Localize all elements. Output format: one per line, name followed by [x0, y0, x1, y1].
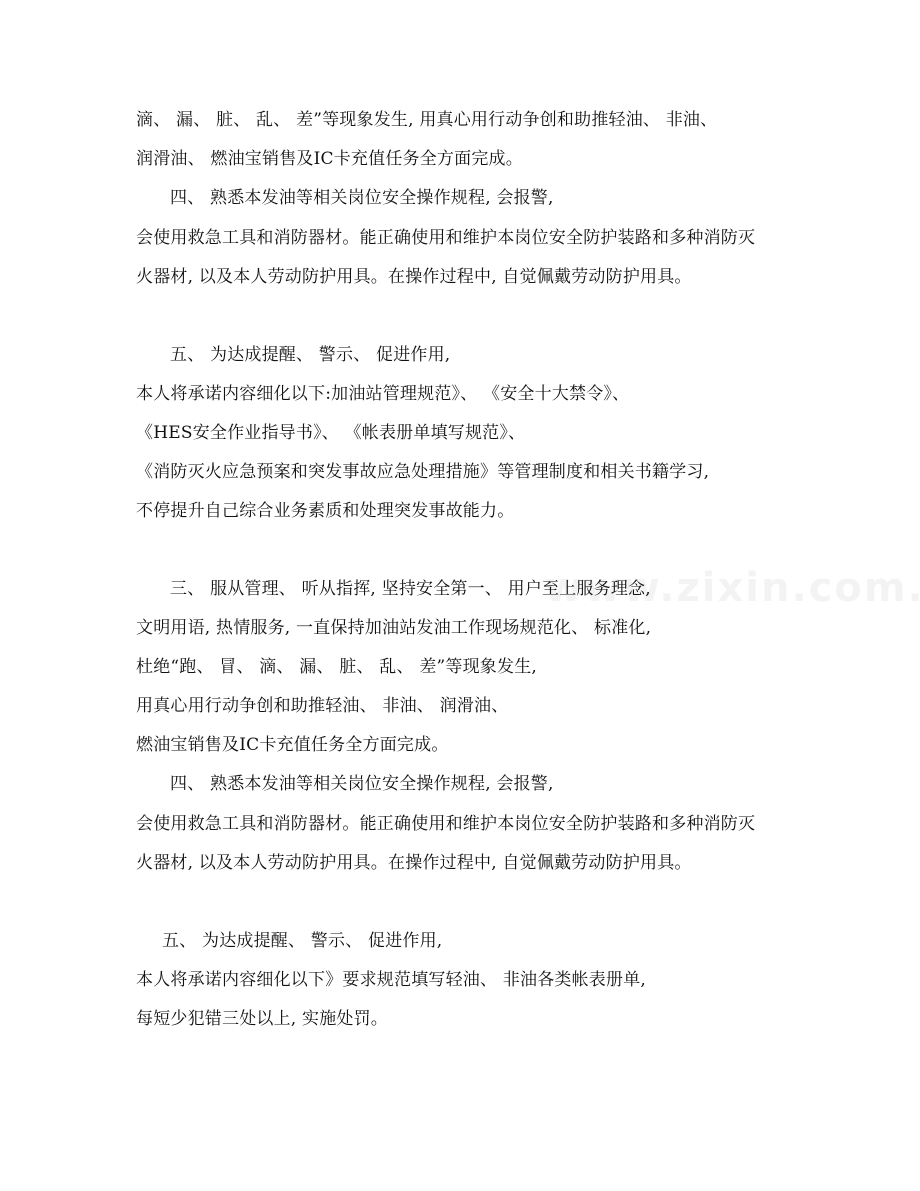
paragraph-line: 《HES安全作业指导书》、 《帐表册单填写规范》、: [136, 423, 526, 443]
paragraph-line: 文明用语, 热情服务, 一直保持加油站发油工作现场规范化、 标准化,: [136, 618, 652, 638]
paragraph-line: 四、 熟悉本发油等相关岗位安全操作规程, 会报警,: [170, 188, 554, 208]
paragraph-line: 会使用救急工具和消防器材。能正确使用和维护本岗位安全防护装路和多种消防灭: [136, 814, 756, 834]
paragraph-line: 会使用救急工具和消防器材。能正确使用和维护本岗位安全防护装路和多种消防灭: [136, 228, 756, 248]
paragraph-line: 三、 服从管理、 听从指挥, 坚持安全第一、 用户至上服务理念,: [170, 579, 651, 599]
paragraph-line: 杜绝“跑、 冒、 滴、 漏、 脏、 乱、 差”等现象发生,: [136, 657, 538, 677]
paragraph-line: 五、 为达成提醒、 警示、 促进作用,: [162, 931, 443, 951]
paragraph-line: 四、 熟悉本发油等相关岗位安全操作规程, 会报警,: [170, 774, 554, 794]
paragraph-line: 《消防灭火应急预案和突发事故应急处理措施》等管理制度和相关书籍学习,: [136, 462, 710, 482]
paragraph-line: 滴、 漏、 脏、 乱、 差”等现象发生, 用真心用行动争创和助推轻油、 非油、: [136, 110, 718, 130]
paragraph-line: 火器材, 以及本人劳动防护用具。在操作过程中, 自觉佩戴劳动防护用具。: [136, 267, 692, 287]
paragraph-line: 润滑油、 燃油宝销售及IC卡充值任务全方面完成。: [136, 149, 523, 169]
paragraph-line: 燃油宝销售及IC卡充值任务全方面完成。: [136, 735, 449, 755]
paragraph-line: 用真心用行动争创和助推轻油、 非油、 润滑油、: [136, 696, 509, 716]
paragraph-line: 每短少犯错三处以上, 实施处罚。: [136, 1009, 389, 1029]
paragraph-line: 不停提升自己综合业务素质和处理突发事故能力。: [136, 501, 515, 521]
paragraph-line: 本人将承诺内容细化以下:加油站管理规范》、 《安全十大禁令》、: [136, 384, 630, 404]
paragraph-line: 火器材, 以及本人劳动防护用具。在操作过程中, 自觉佩戴劳动防护用具。: [136, 853, 692, 873]
paragraph-line: 五、 为达成提醒、 警示、 促进作用,: [170, 345, 451, 365]
paragraph-line: 本人将承诺内容细化以下》要求规范填写轻油、 非油各类帐表册单,: [136, 970, 647, 990]
